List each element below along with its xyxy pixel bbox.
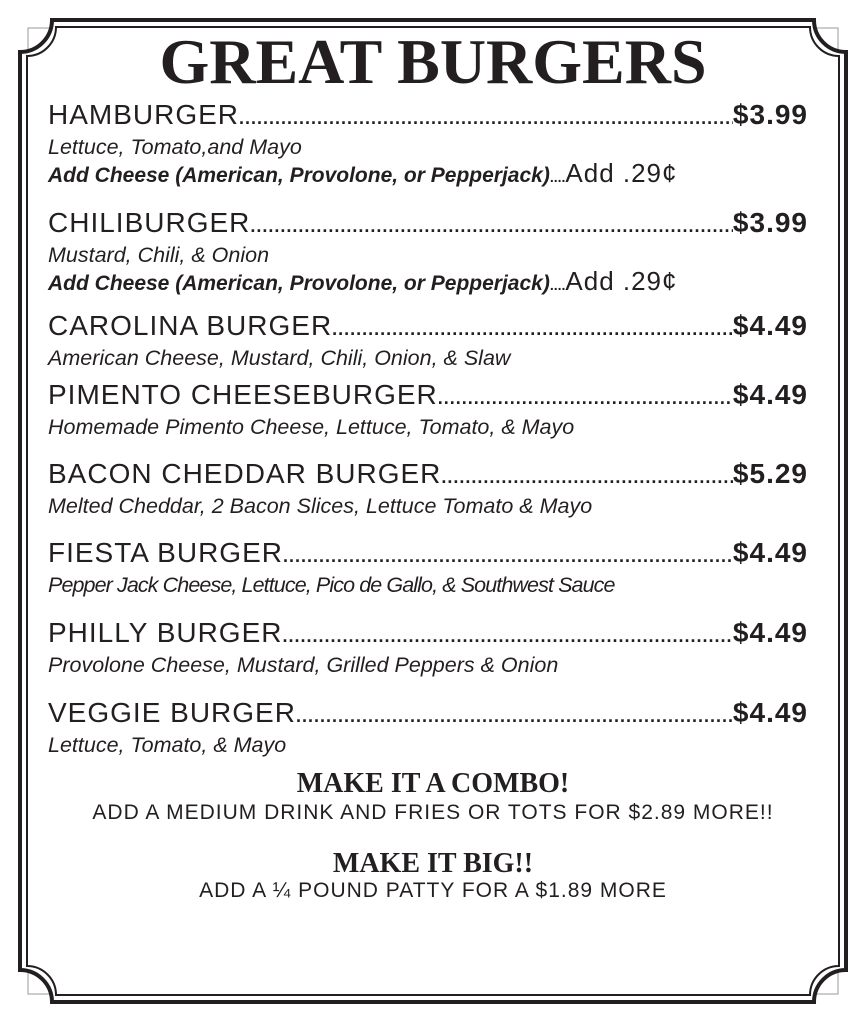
- item-name: FIESTA BURGER: [48, 537, 283, 568]
- item-price: $4.49: [732, 537, 808, 568]
- menu-item-fiesta-burger: [48, 536, 808, 597]
- item-description: Pepper Jack Cheese, Lettuce, Pico de Gallo, & Southwest Sauce: [48, 573, 615, 597]
- item-name: VEGGIE BURGER: [48, 697, 296, 728]
- combo-text: ADD A MEDIUM DRINK AND FRIES OR TOTS FOR $2.89 MORE!!: [92, 801, 774, 824]
- dot-leader: [282, 619, 732, 653]
- item-description: Provolone Cheese, Mustard, Grilled Peppers & Onion: [48, 653, 559, 677]
- dot-leader: [283, 539, 733, 573]
- item-price: $3.99: [732, 99, 808, 130]
- item-price: $4.49: [732, 617, 808, 648]
- dot-leader: [250, 209, 733, 243]
- menu-item-chiliburger: [48, 206, 808, 299]
- item-description: Mustard, Chili, & Onion: [48, 243, 270, 267]
- menu-item-pimento-cheeseburger: [48, 378, 808, 439]
- combo-heading: MAKE IT A COMBO!: [296, 768, 570, 799]
- menu-item-philly-burger: [48, 616, 808, 677]
- addon-price: Add .29¢: [565, 158, 678, 188]
- item-price: $4.49: [732, 310, 808, 341]
- item-description: Lettuce, Tomato, & Mayo: [48, 733, 287, 757]
- addon-price: Add .29¢: [565, 266, 678, 296]
- item-name: CHILIBURGER: [48, 207, 251, 238]
- item-name: PHILLY BURGER: [48, 617, 283, 648]
- item-name: HAMBURGER: [48, 99, 240, 130]
- item-price: $4.49: [732, 697, 808, 728]
- item-name: CAROLINA BURGER: [48, 310, 333, 341]
- menu-item-bacon-cheddar-burger: [48, 457, 808, 518]
- big-text: ADD A ¼ POUND PATTY FOR A $1.89 MORE: [199, 879, 667, 902]
- dot-leader: [438, 381, 733, 415]
- item-description: Lettuce, Tomato,and Mayo: [48, 135, 302, 159]
- dot-leader: [239, 101, 733, 135]
- item-price: $4.49: [732, 379, 808, 410]
- item-price: $5.29: [732, 458, 808, 489]
- item-price: $3.99: [732, 207, 808, 238]
- addon-text: Add Cheese (American, Provolone, or Pepperjack): [48, 164, 550, 187]
- addon-text: Add Cheese (American, Provolone, or Pepperjack): [48, 272, 550, 295]
- item-name: BACON CHEDDAR BURGER: [48, 458, 442, 489]
- menu-title: GREAT BURGERS: [159, 26, 707, 97]
- dot-leader: [441, 460, 733, 494]
- item-description: Homemade Pimento Cheese, Lettuce, Tomato, & Mayo: [48, 415, 575, 439]
- menu-item-veggie-burger: [48, 696, 808, 757]
- cheese-addon: Add Cheese (American, Provolone, or Pepperjack) .... Add .29¢: [48, 158, 678, 188]
- big-heading: MAKE IT BIG!!: [332, 848, 534, 879]
- menu-item-carolina-burger: [48, 309, 808, 370]
- dot-leader: [296, 699, 733, 733]
- item-description: Melted Cheddar, 2 Bacon Slices, Lettuce Tomato & Mayo: [48, 494, 593, 518]
- dot-leader: [332, 312, 733, 346]
- item-description: American Cheese, Mustard, Chili, Onion, & Slaw: [48, 346, 511, 370]
- menu-item-hamburger: [48, 98, 808, 191]
- item-name: PIMENTO CHEESEBURGER: [48, 379, 438, 410]
- cheese-addon: Add Cheese (American, Provolone, or Pepperjack) .... Add .29¢: [48, 266, 678, 296]
